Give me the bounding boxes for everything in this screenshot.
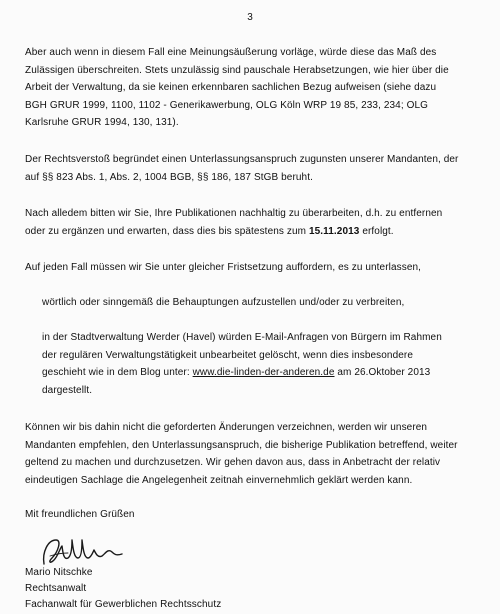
text-line: Arbeit der Verwaltung, da sie keinen erkennbaren sachlichen Bezug aufweisen (siehe dazu — [25, 82, 437, 93]
text-line: BGH GRUR 1999, 1100, 1102 - Generikawerbung, OLG Köln WRP 19 85, 233, 234; OLG — [25, 99, 429, 111]
text-line: Nach alledem bitten wir Sie, Ihre Publikationen nachhaltig zu überarbeiten, d.h. zu entfernen — [25, 208, 443, 219]
deadline-date: 15.11.2013 — [308, 225, 360, 237]
text-line: Auf jeden Fall müssen wir Sie unter gleicher Fristsetzung auffordern, es zu unterlassen, — [25, 262, 422, 273]
closing-greeting — [25, 506, 485, 524]
text-line — [25, 223, 485, 241]
page-number: 3 — [247, 12, 253, 23]
signer-title: Rechtsanwalt — [25, 583, 87, 594]
text-line: in der Stadtverwaltung Werder (Havel) würden E-Mail-Anfragen von Bürgern im Rahmen — [42, 332, 442, 343]
paragraph-quoted-claims — [42, 294, 474, 312]
text-line: geltend zu machen und durchzusetzen. Wir gehen davon aus, dass in Anbetracht der relativ — [25, 457, 441, 468]
text-fragment: erfolgt. — [359, 225, 394, 237]
text-line: wörtlich oder sinngemäß die Behauptungen aufzustellen und/oder zu verbreiten, — [42, 297, 405, 308]
text-line: dargestellt. — [42, 384, 93, 396]
paragraph-expression-of-opinion — [25, 44, 485, 132]
text-line — [42, 364, 474, 382]
text-line: auf §§ 823 Abs. 1, Abs. 2, 1004 BGB, §§ 186, 187 StGB beruht. — [25, 171, 313, 183]
text-line: Mandanten empfehlen, den Unterlassungsanspruch, die bisherige Publikation betreffend, weiter — [25, 439, 458, 451]
text-line: Können wir bis dahin nicht die geforderten Änderungen verzeichnen, werden wir unseren — [25, 422, 428, 433]
blog-link[interactable]: www.die-linden-der-anderen.de — [192, 367, 335, 378]
text-line: Karlsruhe GRUR 1994, 130, 131). — [25, 117, 179, 128]
text-line: Der Rechtsverstoß begründet einen Unterlassungsanspruch zugunsten unserer Mandanten, der — [25, 154, 459, 165]
paragraph-cease-demand — [25, 259, 485, 277]
text-line: Zulässigen überschreiten. Stets unzulässig sind pauschale Herabsetzungen, wie hier über die — [25, 64, 449, 76]
text-line: der regulären Verwaltungstätigkeit unbearbeitet gelöscht, wenn dies insbesondere — [42, 349, 414, 361]
text-fragment: geschieht wie in dem Blog unter: — [42, 367, 193, 378]
signer-name: Mario Nitschke — [25, 567, 93, 578]
paragraph-legal-violation — [25, 151, 485, 186]
text-fragment: oder zu ergänzen und erwarten, dass dies bis spätestens zum — [25, 225, 309, 237]
text-line: Aber auch wenn in diesem Fall eine Meinungsäußerung vorläge, würde diese das Maß des — [25, 47, 437, 58]
signature-block — [25, 565, 485, 613]
paragraph-claim-details — [42, 329, 474, 399]
text-line: eindeutigen Sachlage die Angelegenheit zeitnah einvernehmlich geklärt werden kann. — [25, 474, 413, 486]
text-fragment: am 26.Oktober 2013 — [334, 367, 431, 378]
greeting-text: Mit freundlichen Grüßen — [25, 509, 135, 520]
signer-specialty: Fachanwalt für Gewerblichen Rechtsschutz — [25, 599, 222, 610]
paragraph-request-deadline — [25, 205, 485, 240]
paragraph-next-steps — [25, 419, 485, 489]
